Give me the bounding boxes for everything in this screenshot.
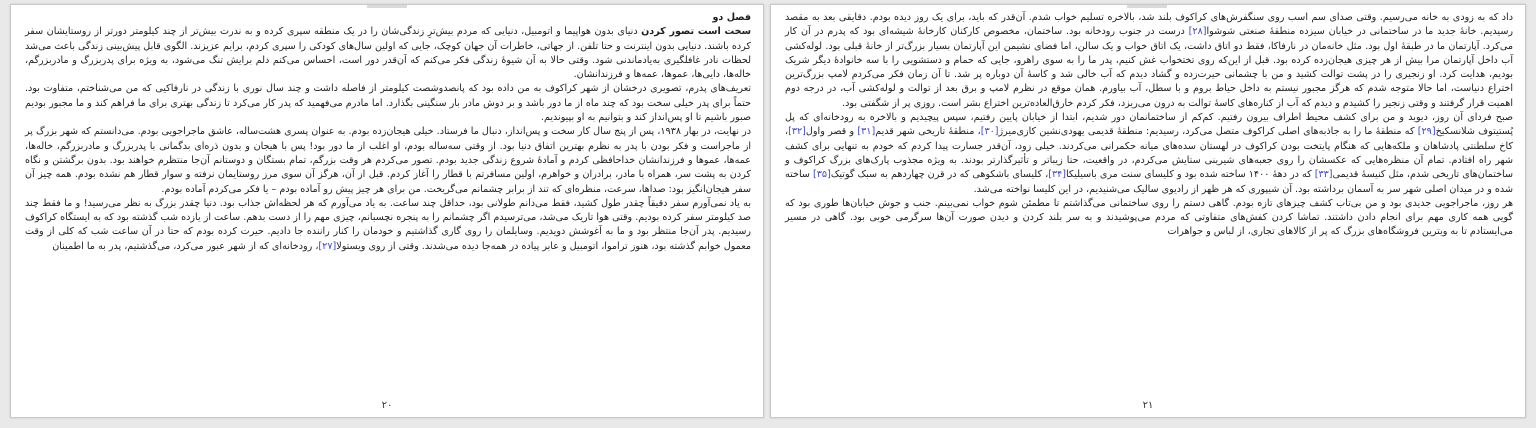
page-right <box>770 4 1526 418</box>
text-run: که منطقهٔ ما را به جاذبه‌های اصلی کراکوف متصل می‌کرد، رسیدیم: منطقهٔ قدیمی یهودی‌نشین کازی‌میرژ <box>998 126 1418 138</box>
paragraph <box>25 25 751 82</box>
paragraph <box>785 11 1513 111</box>
bold-lead-text: سخت است تصور کردن <box>641 26 752 38</box>
paragraph <box>785 197 1513 240</box>
paragraph <box>25 125 751 196</box>
footnote-reference[interactable]: [۲۹] <box>1417 126 1436 138</box>
footnote-reference[interactable]: [۳۴] <box>1048 169 1066 181</box>
text-run: صبح فردای آن روز، دیوید و من برای کشف محیط اطراف بیرون رفتیم. کم‌کم از ساختمانمان دور شدیم، ابتدا از خیابان پایین رفتیم، سپس پیچیدیم و بالاخره به رودخانه‌ای که پل پُستیتوف شلانسکیخ <box>785 112 1513 138</box>
text-run: که در دههٔ ۱۴۰۰ ساخته شده بود و کلیسای سنت مری باسیلیکا <box>1066 169 1315 181</box>
text-run: تعریف‌های پدرم، تصویری درخشان از شهر کراکوف به من داده بود که پانصدوشصت کیلومتر از فاصله داشت و چند سال نوری با زندگی در نارفاکیی که من می‌شناختم، متفاوت بود. حتماً برای پدر خیلی سخت بود که چند ماه از ما دور باشد و بر دوش مادر بار سنگینی بگذارد. اما مادرم می‌فهمید که پدر کار می‌کرد تا زندگی بهتری برای ما فراهم کند و ما مجبور بودیم صبور باشیم تا او پس‌انداز کند و بتوانیم به او بپیوندیم. <box>25 83 751 124</box>
footnote-reference[interactable]: [۳۳] <box>1314 169 1333 181</box>
right-page-text <box>785 11 1513 240</box>
paragraph <box>25 82 751 125</box>
top-marker <box>1127 5 1167 8</box>
text-run: در نهایت، در بهار ۱۹۳۸، پس از پنج سال کار سخت و پس‌انداز، دنبال ما فرستاد. خیلی هیجان‌زده بودم. به عنوان پسری هشت‌ساله، عاشق ماجراجویی بودم. می‌دانستم که شهر بزرگ پر از ماجراست و فکر بودن با پدر به نظرم بهترین اتفاق دنیا بود. از وقتی سه‌ساله بودم، او اغلب از ما دور بود! پس با هیجان و بدون ذره‌ای بدگمانی با پدربزرگ و مادربزرگم، خاله‌ها، عمه‌ها، عموها و فرزندانشان خداحافظی کردم و آمادهٔ شروع زندگی جدید بودم. تصور می‌کردم هر وقت بزرگم، تمام بستگان و دوستانم آن‌جا منتظرم خواهند بود. بدون برگشتن و نگاه کردن به پشت سر، همراه با مادر، برادران و خواهرم، اولین مسافرتم با قطار را آغاز کردم. قبل از آن، هرگز آن سوی مرز روستایمان نرفته و سوار قطار هم نشده بودم. همه چیز آن سفر هیجان‌انگیز بود: صداها، سرعت، منظره‌ای که تند از برابر چشمانم می‌گریخت. من برای هر چیز پیش رو آماده بودم – یا فکر می‌کردم آماده بودم. <box>25 126 751 195</box>
text-run: ، رودخانه‌ای که از شهر عبور می‌کرد، می‌گذشتیم، پدر به ما اطمینان <box>52 240 319 252</box>
footnote-reference[interactable]: [۳۵] <box>813 169 831 181</box>
text-run: ، منطقهٔ تاریخی شهر قدیم <box>875 126 981 138</box>
footnote-reference[interactable]: [۳۱] <box>857 126 876 138</box>
page-number-left: ۲۰ <box>381 400 393 411</box>
text-run: هر روز، ماجراجویی جدیدی بود و من بی‌تاب کشف چیزهای تازه بودم. گاهی دستم را روی ساختمانی می‌گذاشتم تا مطمئن شوم خواب نمی‌بینم. جنب و جوش خیابان‌ها طوری بود که گویی همه کاری مهم برای انجام دادن داشتند. تماشا کردن کفش‌های متفاوتی که مردم می‌پوشیدند و به سر بلند کردن و دیدن صورت آن‌ها سرگرمی خوبی بود. گاهی در مسیر می‌ایستادم تا به ویترین فروشگاه‌های بزرگ که پر از کالاهای تجاری، از لباس و جواهرات <box>785 197 1513 238</box>
text-run: درست در جنوب رودخانه بود. ساختمان، مخصوص کارکنان کارخانهٔ شیشه‌ای بود که پدرم در آن کار می‌کرد. آپارتمان ما در طبقهٔ اول بود. مثل خانه‌مان در نارفاکا، فقط دو اتاق داشت، یک اتاق خواب و یک سالن، اما فضای نشیمن این آپارتمان بسیار بزرگ‌تر از خانهٔ قبلی بود. لوله‌کشی آب داخل آپارتمان مرا بیش از هر چیزی هیجان‌زده کرده بود. قبل از این‌که روی تختخواب غش کنیم، پدر ما را به سوی راهرو، جایی که حمام و دستشویی را با سه خانوادهٔ دیگر شریک بودیم، هدایت کرد. او زنجیری را در پشت توالت کشید و من با چشمانی حیرت‌زده و گشاد دیدم که آب خالی شد و کاسهٔ آن دوباره پر شد. تا آن زمان فکر می‌کردم لامپ بزرگ‌ترین اختراع دنیاست، اما حالا متوجه شدم که هرگز مجبور نیستم به داخل حیاط بروم و با سطل، آب بیاورم. همان موقع در نظرم لامپ و برق بعد از توالت و لوله‌کشی آب، در درجه دوم اهمیت قرار گرفتند و وقتی زنجیر را کشیدم و دیدم که آب از کناره‌های کاسهٔ توالت به درون می‌ریزد، فکر کردم خارق‌العاده‌ترین اختراع بشر است. روزی پر از شگفتی بود. <box>785 26 1513 109</box>
text-run: ساخته شده و در میدان اصلی شهر سر به آسمان برداشته بود. آن شیپوری که هر ظهر از رادیوی سالیک می‌شنیدیم، در این کلیسا نواخته می‌شد. <box>785 169 1513 195</box>
text-run: ، کاخ سلطنتی پادشاهان و ملکه‌هایی که هنگام پایتخت بودن کراکوف در لهستان سده‌های میانه حکمرانی می‌کردند. خیلی زود، آن‌قدر جسارت پیدا کردم که خودم به تنهایی برای کشف شهر راه افتادم. تمام آن منظره‌هایی که عکسشان را روی جعبه‌های شیرینی ستایش می‌کردم، در واقعیت، حتا زیباتر و تأثیرگذارتر بودند. به ویژه مجذوب پارک‌های بزرگ کراکوف و ساختمان‌های تاریخی شدم، مثل کنیسهٔ قدیمی <box>785 126 1514 181</box>
page-left <box>10 4 764 418</box>
text-run: و قصر واول <box>805 126 858 138</box>
footnote-reference[interactable]: [۲۷] <box>318 240 337 252</box>
paragraph <box>785 111 1513 197</box>
footnote-reference[interactable]: [۳۲] <box>788 126 806 138</box>
text-run: داد که به زودی به خانه می‌رسیم. وقتی صدای سم اسب روی سنگفرش‌های کراکوف بلند شد، بالاخره تسلیم خواب شدم. آن‌قدر که باید، برای یک روز دیده بودم. دقایقی بعد به مقصد رسیدیم. خانهٔ جدید ما در ساختمانی در خیابان سیزده منطقهٔ صنعتی شوشوا <box>785 12 1514 38</box>
left-page-text <box>25 11 751 254</box>
footnote-reference[interactable]: [۳۰] <box>980 126 999 138</box>
chapter-title: فصل دو <box>712 12 751 23</box>
page-number-right: ۲۱ <box>1142 400 1154 411</box>
text-run: ، کلیسای باشکوهی که در قرن چهاردهم به سبک گوتیک <box>830 169 1049 181</box>
footnote-reference[interactable]: [۲۸] <box>1188 26 1207 38</box>
text-run: به یاد نمی‌آورم سفر دقیقاً چقدر طول کشید، فقط می‌دانم طولانی بود، حداقل چند ساعت. به یاد می‌آورم که هر لحظه‌اش جذاب بود. دنیا چقدر بزرگ به نظر می‌رسید! و ما فقط چند صد کیلومتر سفر کرده بودیم. وقتی هوا تاریک می‌شد، می‌ترسیدم اگر چشمانم را به پنجره نچسبانم، چیزی مهم را از دست بدهم. ساعت از یازده شب گذشته بود که به ایستگاه کراکوف رسیدیم. پدر آن‌جا منتظر بود و ما به آغوشش دویدیم. وسایلمان را روی گاری گذاشتیم و خودمان را کنار راننده جا دادیم. حیرت کرده بودم که حتا در آن ساعت شب که کلی از وقت معمول خوابم گذشته بود، هنوز تراموا، اتومبیل و عابر پیاده در همه‌جا دیده می‌شدند. وقتی از روی ویستولا <box>25 197 751 252</box>
paragraph <box>25 197 751 254</box>
left-paragraphs <box>25 25 751 254</box>
top-marker <box>367 5 407 8</box>
right-paragraphs <box>785 11 1513 240</box>
text-run: دنیای بدون هواپیما و اتومبیل، دنیایی که مردم بیش‌ترِ زندگی‌شان را در یک منطقه سپری کرده و به ندرت بیش‌تر از چند کیلومتر دورتر از روستایشان سفر کرده باشند. دنیایی بدون اینترنت و حتا تلفن. از جهاتی، خاطرات آن جهان کوچک، جایی که اولین سال‌های کودکی را سپری کردم، برایم عزیزند. الگوی قابل پیش‌بینی زندگی باعث می‌شد لحظات نادر غافلگیری به‌یادماندنی شود. وقتی حالا به آن شیوهٔ زندگی فکر می‌کنم که آن‌قدر دور است، احساس می‌کنم دلم برایش تنگ می‌شود، به ویژه برای پدربزرگ و مادربزرگم، خاله‌ها، دایی‌ها، عموها، عمه‌ها و فرزندانشان. <box>25 26 751 81</box>
